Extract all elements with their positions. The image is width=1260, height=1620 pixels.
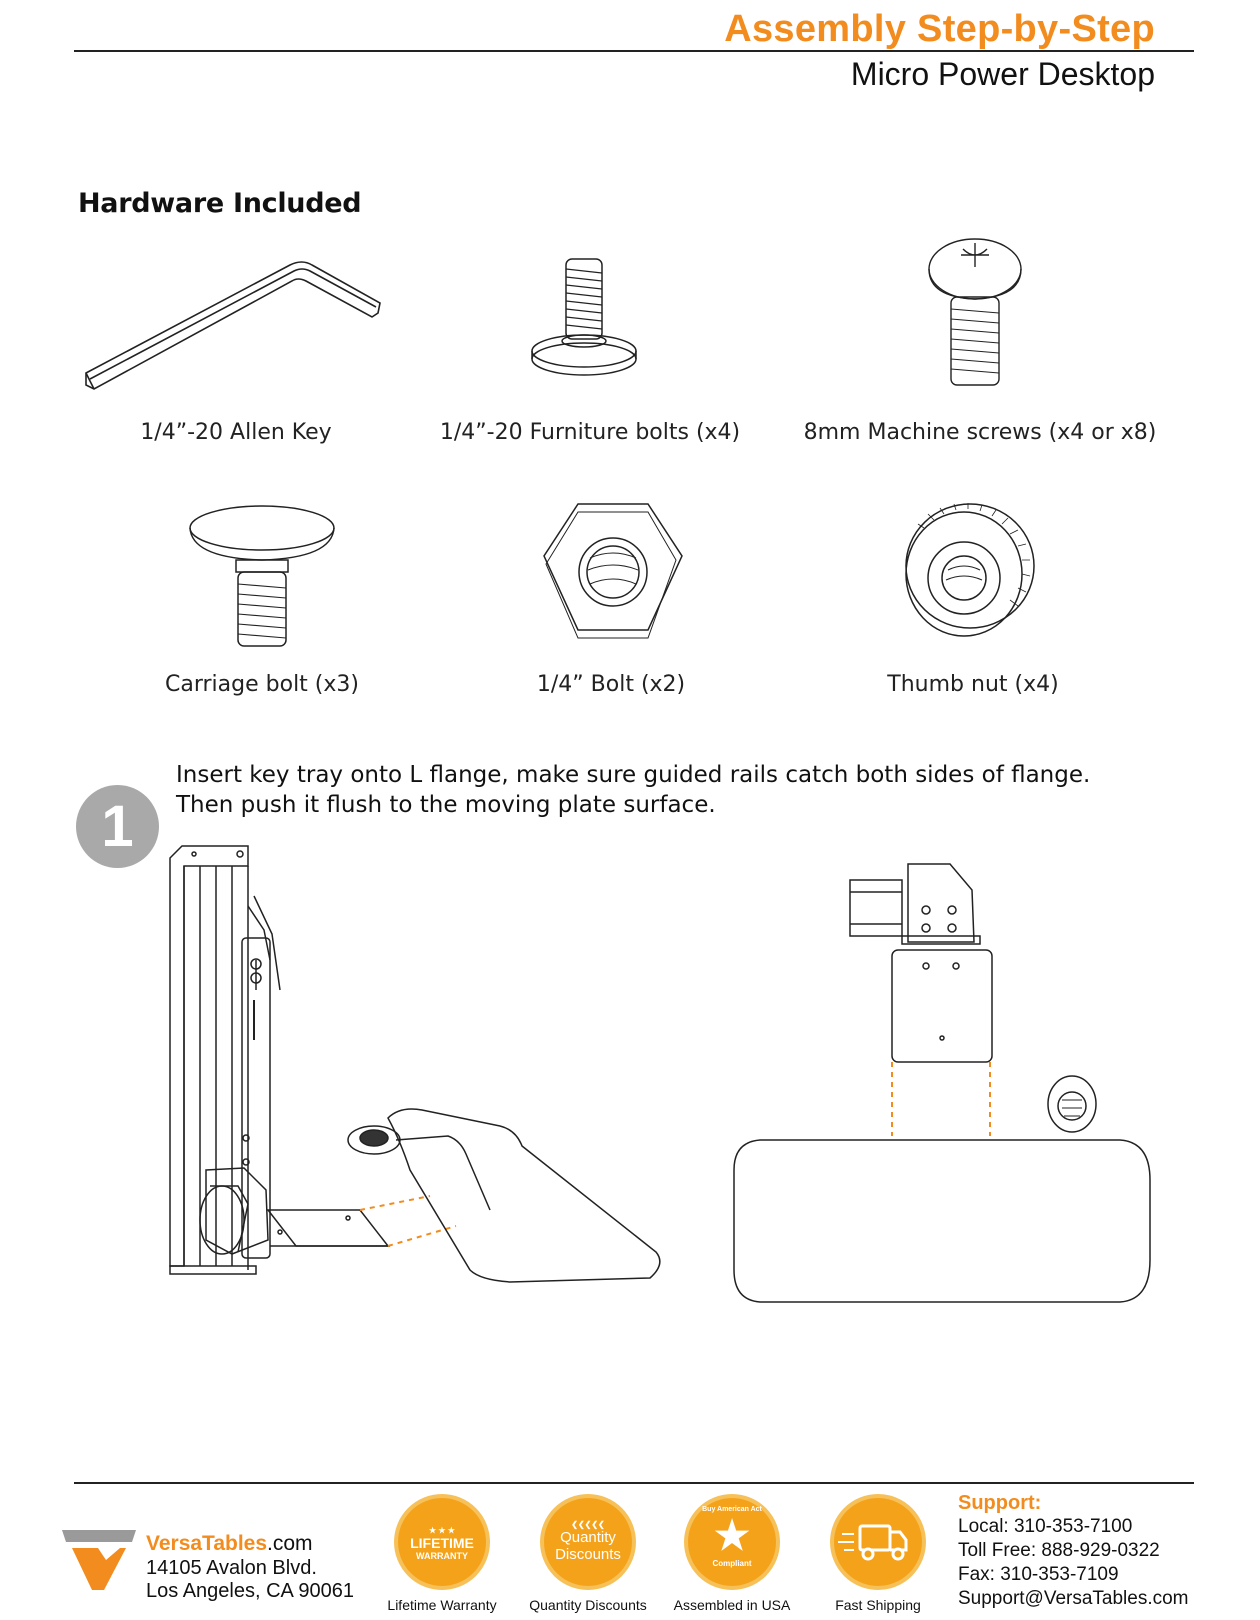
brand-main: VersaTables (146, 1532, 268, 1555)
versatables-logo-icon (62, 1530, 136, 1592)
machine-screw-icon (925, 235, 1025, 390)
hardware-label-thumb-nut: Thumb nut (x4) (887, 672, 1059, 697)
step-number-badge: 1 (76, 785, 159, 868)
address-line-1: 14105 Avalon Blvd. (146, 1557, 317, 1579)
quantity-discounts-badge: ❮❮❮❮❮ Quantity Discounts (540, 1494, 636, 1590)
badge-caption: Quantity Discounts (529, 1597, 647, 1613)
brand-name[interactable] (146, 1532, 313, 1556)
badge-caption: Fast Shipping (835, 1597, 921, 1613)
footer-divider (74, 1482, 1194, 1484)
furniture-bolt-icon (528, 255, 638, 390)
badge-text: Compliant (712, 1559, 752, 1568)
hex-nut-icon (538, 498, 688, 648)
thumb-nut-icon (898, 500, 1038, 650)
badge-caption: Assembled in USA (673, 1597, 791, 1613)
support-local-phone[interactable]: Local: 310-353-7100 (958, 1516, 1133, 1537)
assembly-side-view-diagram (160, 840, 670, 1300)
hardware-label-carriage-bolt: Carriage bolt (x3) (165, 672, 359, 697)
product-name: Micro Power Desktop (850, 56, 1155, 92)
hardware-label-allen-key: 1/4”-20 Allen Key (140, 420, 332, 445)
step-instruction-line: Then push it flush to the moving plate surface. (176, 792, 716, 818)
truck-icon (834, 1498, 922, 1586)
hardware-heading: Hardware Included (78, 188, 362, 219)
header-divider (74, 50, 1194, 52)
allen-key-icon (80, 255, 390, 400)
lifetime-warranty-badge: ★ ★ ★ LIFETIME WARRANTY (394, 1494, 490, 1590)
badge-text: Discounts (555, 1546, 621, 1563)
carriage-bolt-icon (186, 502, 338, 652)
badge-text: Buy American Act (702, 1506, 762, 1513)
support-heading: Support: (958, 1492, 1042, 1514)
step-instruction-line: Insert key tray onto L flange, make sure guided rails catch both sides of flange. (176, 762, 1091, 788)
star-icon: ★ (714, 1514, 750, 1558)
assembly-top-view-diagram (730, 850, 1200, 1320)
badge-caption: Lifetime Warranty (387, 1597, 497, 1613)
support-fax: Fax: 310-353-7109 (958, 1564, 1119, 1585)
buy-american-badge (684, 1494, 780, 1590)
fast-shipping-badge (830, 1494, 926, 1590)
badge-text: Quantity (560, 1529, 616, 1546)
hardware-label-bolt: 1/4” Bolt (x2) (536, 672, 686, 697)
badge-text: WARRANTY (416, 1551, 468, 1561)
hardware-label-machine-screws: 8mm Machine screws (x4 or x8) (803, 420, 1157, 445)
badge-text: LIFETIME (410, 1535, 474, 1551)
hardware-label-furniture-bolts: 1/4”-20 Furniture bolts (x4) (439, 420, 741, 445)
support-tollfree-phone[interactable]: Toll Free: 888-929-0322 (958, 1540, 1160, 1561)
brand-suffix: .com (267, 1532, 313, 1555)
support-email-link[interactable]: Support@VersaTables.com (958, 1588, 1189, 1609)
address-line-2: Los Angeles, CA 90061 (146, 1580, 354, 1602)
document-title: Assembly Step-by-Step (724, 8, 1155, 50)
